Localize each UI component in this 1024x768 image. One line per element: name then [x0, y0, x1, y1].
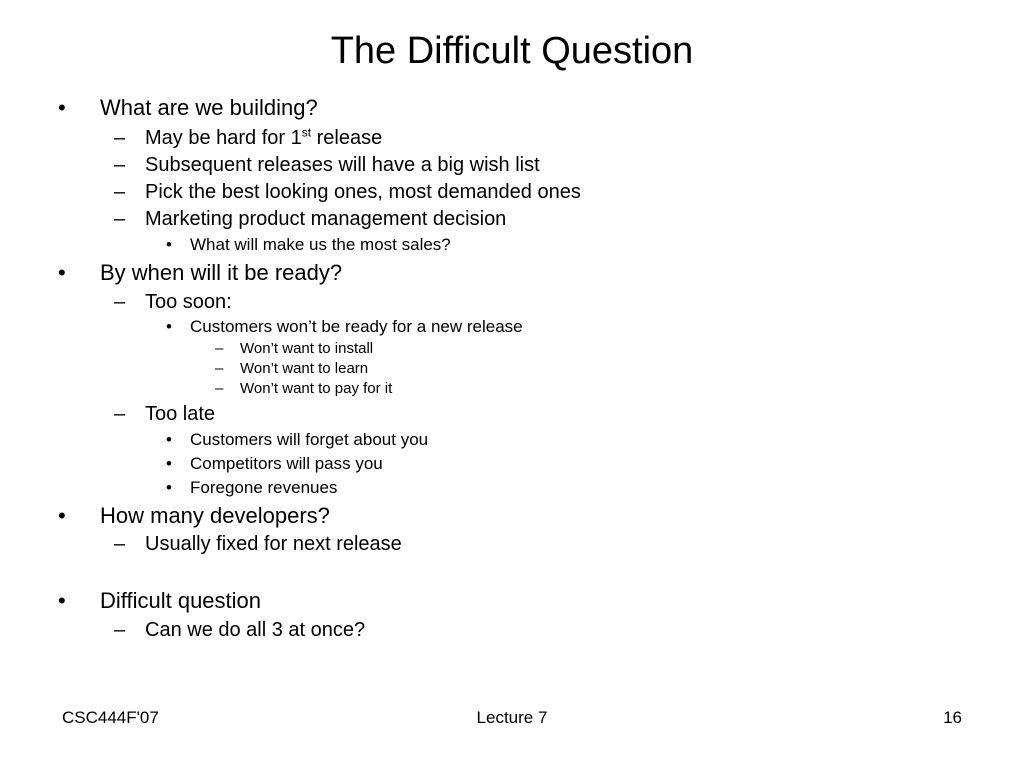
bullet-text: Customers won’t be ready for a new release	[190, 317, 523, 336]
bullet-marker: •	[166, 317, 172, 336]
dash-marker: –	[215, 360, 224, 377]
dash-marker: –	[215, 340, 224, 357]
bullet-text: Competitors will pass you	[190, 454, 383, 473]
bullet-marker: •	[166, 430, 172, 449]
text-before-sup: May be hard for 1	[145, 127, 302, 149]
bullet-text: Pick the best looking ones, most demanded ones	[145, 181, 581, 203]
dash-marker: –	[114, 154, 126, 176]
footer-page-number: 16	[943, 708, 962, 727]
bullet-text: How many developers?	[100, 503, 330, 528]
bullet-text: By when will it be ready?	[100, 260, 343, 285]
dash-marker: –	[114, 533, 126, 555]
bullet-marker: •	[166, 454, 172, 473]
bullet-text: What will make us the most sales?	[190, 235, 451, 254]
bullet-marker: •	[58, 95, 66, 120]
dash-marker: –	[114, 291, 126, 313]
bullet-text: Won’t want to learn	[240, 360, 369, 377]
bullet-text: Usually fixed for next release	[145, 533, 402, 555]
dash-marker: –	[114, 208, 126, 230]
bullet-marker: •	[58, 503, 66, 528]
bullet-marker: •	[58, 260, 66, 285]
bullet-text: Difficult question	[100, 588, 262, 613]
bullet-text: Marketing product management decision	[145, 208, 507, 230]
footer-lecture: Lecture 7	[476, 708, 548, 727]
bullet-text: Foregone revenues	[190, 478, 338, 497]
bullet-text: Can we do all 3 at once?	[145, 619, 366, 641]
bullet-text: Too soon:	[145, 291, 232, 313]
slide-title: The Difficult Question	[330, 30, 694, 72]
ordinal-superscript: st	[301, 125, 312, 140]
dash-marker: –	[114, 403, 126, 425]
dash-marker: –	[114, 127, 126, 149]
dash-marker: –	[114, 181, 126, 203]
dash-marker: –	[114, 619, 126, 641]
bullet-text: Customers will forget about you	[190, 430, 429, 449]
bullet-text	[145, 126, 382, 150]
footer-course-code: CSC444F'07	[62, 708, 159, 727]
bullet-text: What are we building?	[100, 95, 318, 120]
text-after-sup: release	[311, 127, 383, 149]
bullet-marker: •	[166, 478, 172, 497]
bullet-marker: •	[166, 235, 172, 254]
bullet-text: Subsequent releases will have a big wish list	[145, 154, 540, 176]
dash-marker: –	[215, 380, 224, 397]
bullet-text: Won’t want to pay for it	[240, 380, 393, 397]
bullet-marker: •	[58, 588, 66, 613]
bullet-text: Won’t want to install	[240, 340, 374, 357]
bullet-text: Too late	[145, 403, 216, 425]
